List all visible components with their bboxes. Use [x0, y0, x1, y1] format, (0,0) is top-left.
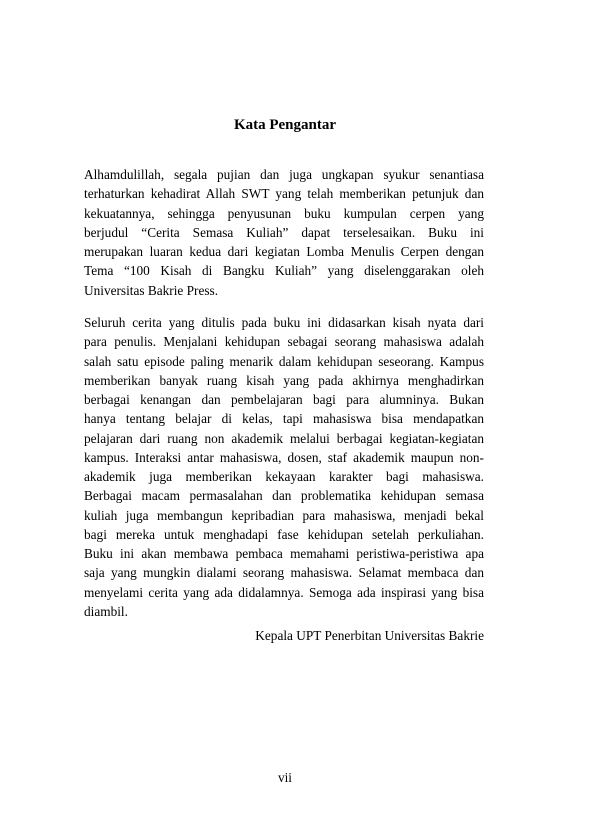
paragraph-line: berbagai kenangan dan pembelajaran bagi para alumninya. Bukan: [84, 392, 484, 407]
paragraph-line: Seluruh cerita yang ditulis pada buku ini didasarkan kisah nyata dari: [84, 315, 484, 330]
paragraph-line: Tema “100 Kisah di Bangku Kuliah” yang diselenggarakan oleh: [84, 263, 484, 279]
signature: Kepala UPT Penerbitan Universitas Bakrie: [255, 628, 484, 643]
page-number: vii: [277, 770, 293, 785]
paragraph-line: saja yang mungkin dialami seorang mahasiswa. Selamat membaca dan: [84, 565, 484, 581]
paragraph-2: [84, 313, 484, 621]
paragraph-line: terhaturkan kehadirat Allah SWT yang telah memberikan petunjuk dan: [84, 186, 484, 202]
paragraph-line: berjudul “Cerita Semasa Kuliah” dapat terselesaikan. Buku ini: [84, 224, 484, 240]
paragraph-line: akademik juga memberikan kekayaan karakter bagi mahasiswa.: [84, 469, 484, 484]
paragraph-line: Berbagai macam permasalahan dan problematika kehidupan semasa: [84, 488, 484, 504]
paragraph-line: Universitas Bakrie Press.: [84, 282, 219, 298]
paragraph-line: menyelami cerita yang ada didalamnya. Semoga ada inspirasi yang bisa: [84, 584, 484, 600]
page-title: Kata Pengantar: [233, 117, 337, 133]
paragraph-line: pelajaran dari ruang non akademik melalui berbagai kegiatan-kegiatan: [84, 430, 484, 446]
paragraph-line: bagi mereka untuk menghadapi fase kehidupan setelah perkuliahan.: [84, 526, 484, 542]
paragraph-line: kuliah juga membangun kepribadian para mahasiswa, menjadi bekal: [84, 507, 484, 523]
paragraph-line: hanya tentang belajar di kelas, tapi mahasiswa bisa mendapatkan: [84, 411, 484, 427]
paragraph-1: [84, 165, 484, 300]
paragraph-line: memberikan banyak ruang kisah yang pada akhirnya menghadirkan: [84, 372, 484, 388]
paragraph-line: salah satu episode paling menarik dalam kehidupan seseorang. Kampus: [84, 353, 484, 369]
paragraph-line: para penulis. Menjalani kehidupan sebagai seorang mahasiswa adalah: [84, 334, 484, 350]
paragraph-line: kekuatannya, sehingga penyusunan buku kumpulan cerpen yang: [84, 205, 484, 221]
paragraph-line: Buku ini akan membawa pembaca memahami peristiwa-peristiwa apa: [84, 546, 484, 561]
paragraph-line: Alhamdulillah, segala pujian dan juga ungkapan syukur senantiasa: [84, 167, 484, 182]
paragraph-line: kampus. Interaksi antar mahasiswa, dosen, staf akademik maupun non-: [84, 449, 484, 465]
paragraph-line: merupakan luaran kedua dari kegiatan Lomba Menulis Cerpen dengan: [84, 244, 484, 259]
paragraph-line: diambil.: [84, 603, 128, 619]
